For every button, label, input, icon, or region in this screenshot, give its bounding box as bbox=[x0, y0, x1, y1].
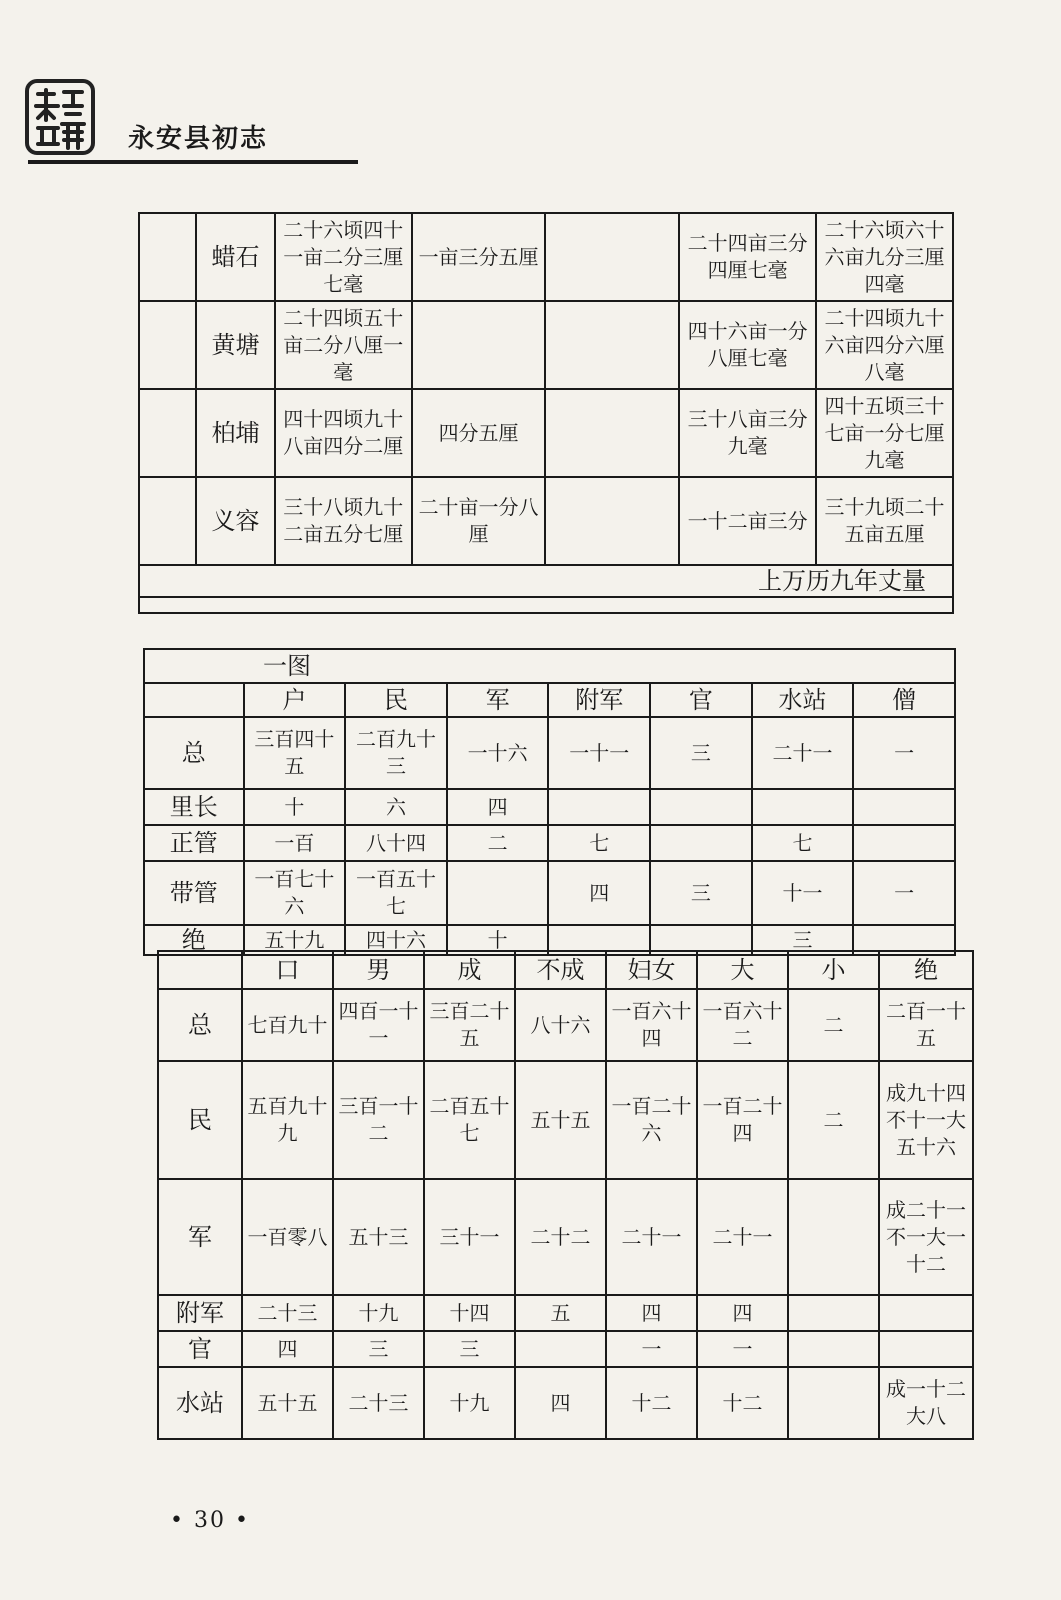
table-row bbox=[158, 1061, 973, 1179]
cell: 三百二十五 bbox=[424, 989, 515, 1061]
row-label: 带管 bbox=[144, 861, 244, 925]
empty-cell bbox=[158, 951, 242, 989]
cell: 二十四顷九十六亩四分六厘八毫 bbox=[816, 301, 953, 389]
row-label: 蜡石 bbox=[196, 213, 275, 301]
book-series-seal bbox=[24, 78, 96, 156]
cell: 三十八顷九十二亩五分七厘 bbox=[275, 477, 412, 565]
cell bbox=[853, 825, 955, 861]
table-row bbox=[144, 789, 955, 825]
cell: 四分五厘 bbox=[412, 389, 546, 477]
cell: 四十四顷九十八亩四分二厘 bbox=[275, 389, 412, 477]
cell: 三十九顷二十五亩五厘 bbox=[816, 477, 953, 565]
column-header: 水站 bbox=[752, 683, 854, 717]
row-label: 总 bbox=[158, 989, 242, 1061]
cell: 二 bbox=[788, 989, 879, 1061]
cell: 一 bbox=[853, 717, 955, 789]
column-header: 口 bbox=[242, 951, 333, 989]
cell: 二百五十七 bbox=[424, 1061, 515, 1179]
cell: 三 bbox=[752, 925, 854, 955]
table-row bbox=[158, 1295, 973, 1331]
cell: 五十五 bbox=[242, 1367, 333, 1439]
row-label: 附军 bbox=[158, 1295, 242, 1331]
empty-cell bbox=[139, 213, 196, 301]
row-label: 军 bbox=[158, 1179, 242, 1295]
cell: 四十六亩一分八厘七毫 bbox=[679, 301, 816, 389]
table-row bbox=[144, 717, 955, 789]
row-label: 绝 bbox=[144, 925, 244, 955]
cell bbox=[545, 301, 679, 389]
column-header: 户 bbox=[244, 683, 346, 717]
cell bbox=[545, 477, 679, 565]
empty-cell bbox=[139, 477, 196, 565]
cell: 二十二 bbox=[515, 1179, 606, 1295]
cell: 成二十一不一大一十二 bbox=[879, 1179, 973, 1295]
header-rule bbox=[28, 160, 358, 164]
row-label: 柏埔 bbox=[196, 389, 275, 477]
cell bbox=[447, 861, 549, 925]
cell: 十二 bbox=[606, 1367, 697, 1439]
empty-cell bbox=[144, 683, 244, 717]
cell: 一亩三分五厘 bbox=[412, 213, 546, 301]
cell: 五十三 bbox=[333, 1179, 424, 1295]
cell bbox=[545, 213, 679, 301]
header-row bbox=[144, 683, 955, 717]
cell bbox=[788, 1179, 879, 1295]
caption-row bbox=[139, 565, 953, 597]
cell bbox=[515, 1331, 606, 1367]
table-row bbox=[144, 825, 955, 861]
cell: 成九十四不十一大五十六 bbox=[879, 1061, 973, 1179]
cell: 四 bbox=[242, 1331, 333, 1367]
empty-cell bbox=[139, 597, 953, 613]
cell: 一百二十六 bbox=[606, 1061, 697, 1179]
cell: 二十六顷六十六亩九分三厘四毫 bbox=[816, 213, 953, 301]
cell: 四 bbox=[697, 1295, 788, 1331]
cell: 十九 bbox=[424, 1367, 515, 1439]
cell: 一百 bbox=[244, 825, 346, 861]
row-label: 官 bbox=[158, 1331, 242, 1367]
cell: 十九 bbox=[333, 1295, 424, 1331]
cell: 十 bbox=[244, 789, 346, 825]
cell: 三 bbox=[424, 1331, 515, 1367]
cell: 一十二亩三分 bbox=[679, 477, 816, 565]
cell: 四 bbox=[548, 861, 650, 925]
cell: 十二 bbox=[697, 1367, 788, 1439]
cell: 二百一十五 bbox=[879, 989, 973, 1061]
section-subcaption: 一图 bbox=[144, 649, 955, 683]
cell: 十 bbox=[447, 925, 549, 955]
empty-cell bbox=[139, 389, 196, 477]
cell: 五百九十九 bbox=[242, 1061, 333, 1179]
cell: 四 bbox=[515, 1367, 606, 1439]
cell: 七百九十 bbox=[242, 989, 333, 1061]
column-header: 小 bbox=[788, 951, 879, 989]
column-header: 附军 bbox=[548, 683, 650, 717]
row-label: 民 bbox=[158, 1061, 242, 1179]
cell: 一百五十七 bbox=[345, 861, 447, 925]
cell: 二百九十三 bbox=[345, 717, 447, 789]
cell bbox=[412, 301, 546, 389]
table-row bbox=[144, 861, 955, 925]
column-header: 军 bbox=[447, 683, 549, 717]
table-row bbox=[158, 989, 973, 1061]
cell: 七 bbox=[752, 825, 854, 861]
cell: 四 bbox=[447, 789, 549, 825]
cell: 一百六十四 bbox=[606, 989, 697, 1061]
cell: 八十六 bbox=[515, 989, 606, 1061]
cell: 一百六十二 bbox=[697, 989, 788, 1061]
cell: 五十五 bbox=[515, 1061, 606, 1179]
spacer-row bbox=[139, 597, 953, 613]
cell: 二 bbox=[447, 825, 549, 861]
column-header: 民 bbox=[345, 683, 447, 717]
cell: 四百一十一 bbox=[333, 989, 424, 1061]
cell: 二十亩一分八厘 bbox=[412, 477, 546, 565]
cell: 成一十二大八 bbox=[879, 1367, 973, 1439]
row-label: 水站 bbox=[158, 1367, 242, 1439]
cell: 二十一 bbox=[606, 1179, 697, 1295]
column-header: 不成 bbox=[515, 951, 606, 989]
cell: 六 bbox=[345, 789, 447, 825]
cell: 二十三 bbox=[242, 1295, 333, 1331]
cell bbox=[650, 825, 752, 861]
cell: 三十一 bbox=[424, 1179, 515, 1295]
row-label: 黄塘 bbox=[196, 301, 275, 389]
population-table bbox=[157, 950, 974, 1440]
cell: 二十一 bbox=[697, 1179, 788, 1295]
table-row bbox=[158, 1179, 973, 1295]
cell: 二十四亩三分四厘七毫 bbox=[679, 213, 816, 301]
cell: 一十一 bbox=[548, 717, 650, 789]
table-row bbox=[158, 1367, 973, 1439]
cell: 一 bbox=[697, 1331, 788, 1367]
cell bbox=[853, 789, 955, 825]
cell: 三 bbox=[333, 1331, 424, 1367]
column-header: 妇女 bbox=[606, 951, 697, 989]
row-label: 里长 bbox=[144, 789, 244, 825]
row-label: 义容 bbox=[196, 477, 275, 565]
column-header: 官 bbox=[650, 683, 752, 717]
table-row bbox=[139, 389, 953, 477]
cell: 三 bbox=[650, 717, 752, 789]
cell: 五 bbox=[515, 1295, 606, 1331]
cell: 二十四顷五十亩二分八厘一毫 bbox=[275, 301, 412, 389]
row-label: 正管 bbox=[144, 825, 244, 861]
cell: 四十五顷三十七亩一分七厘九毫 bbox=[816, 389, 953, 477]
cell: 一 bbox=[606, 1331, 697, 1367]
column-header: 大 bbox=[697, 951, 788, 989]
household-table bbox=[143, 648, 956, 956]
cell: 三百一十二 bbox=[333, 1061, 424, 1179]
cell: 一百零八 bbox=[242, 1179, 333, 1295]
cell: 二 bbox=[788, 1061, 879, 1179]
cell: 一百七十六 bbox=[244, 861, 346, 925]
cell: 八十四 bbox=[345, 825, 447, 861]
cell: 二十一 bbox=[752, 717, 854, 789]
row-label: 总 bbox=[144, 717, 244, 789]
cell bbox=[752, 789, 854, 825]
cell bbox=[788, 1331, 879, 1367]
column-header: 绝 bbox=[879, 951, 973, 989]
column-header: 男 bbox=[333, 951, 424, 989]
cell: 七 bbox=[548, 825, 650, 861]
cell: 四 bbox=[606, 1295, 697, 1331]
cell bbox=[788, 1367, 879, 1439]
table-row bbox=[139, 301, 953, 389]
cell: 十一 bbox=[752, 861, 854, 925]
cell bbox=[650, 789, 752, 825]
subcaption-row bbox=[144, 649, 955, 683]
cell bbox=[545, 389, 679, 477]
table-row bbox=[139, 477, 953, 565]
cell bbox=[788, 1295, 879, 1331]
cell: 五十九 bbox=[244, 925, 346, 955]
cell bbox=[879, 1331, 973, 1367]
table-row bbox=[158, 1331, 973, 1367]
section-caption: 上万历九年丈量 bbox=[139, 565, 953, 597]
land-measure-table bbox=[138, 212, 954, 614]
cell: 二十三 bbox=[333, 1367, 424, 1439]
cell: 二十六顷四十一亩二分三厘七毫 bbox=[275, 213, 412, 301]
cell bbox=[548, 789, 650, 825]
page-number: • 30 • bbox=[170, 1508, 250, 1533]
cell: 一 bbox=[853, 861, 955, 925]
cell bbox=[879, 1295, 973, 1331]
table-row bbox=[139, 213, 953, 301]
cell: 三 bbox=[650, 861, 752, 925]
header-row bbox=[158, 951, 973, 989]
column-header: 成 bbox=[424, 951, 515, 989]
cell: 一十六 bbox=[447, 717, 549, 789]
cell: 三十八亩三分九毫 bbox=[679, 389, 816, 477]
cell: 四十六 bbox=[345, 925, 447, 955]
column-header: 僧 bbox=[853, 683, 955, 717]
cell: 三百四十五 bbox=[244, 717, 346, 789]
cell: 一百二十四 bbox=[697, 1061, 788, 1179]
book-title: 永安县初志 bbox=[128, 124, 269, 154]
cell: 十四 bbox=[424, 1295, 515, 1331]
empty-cell bbox=[139, 301, 196, 389]
